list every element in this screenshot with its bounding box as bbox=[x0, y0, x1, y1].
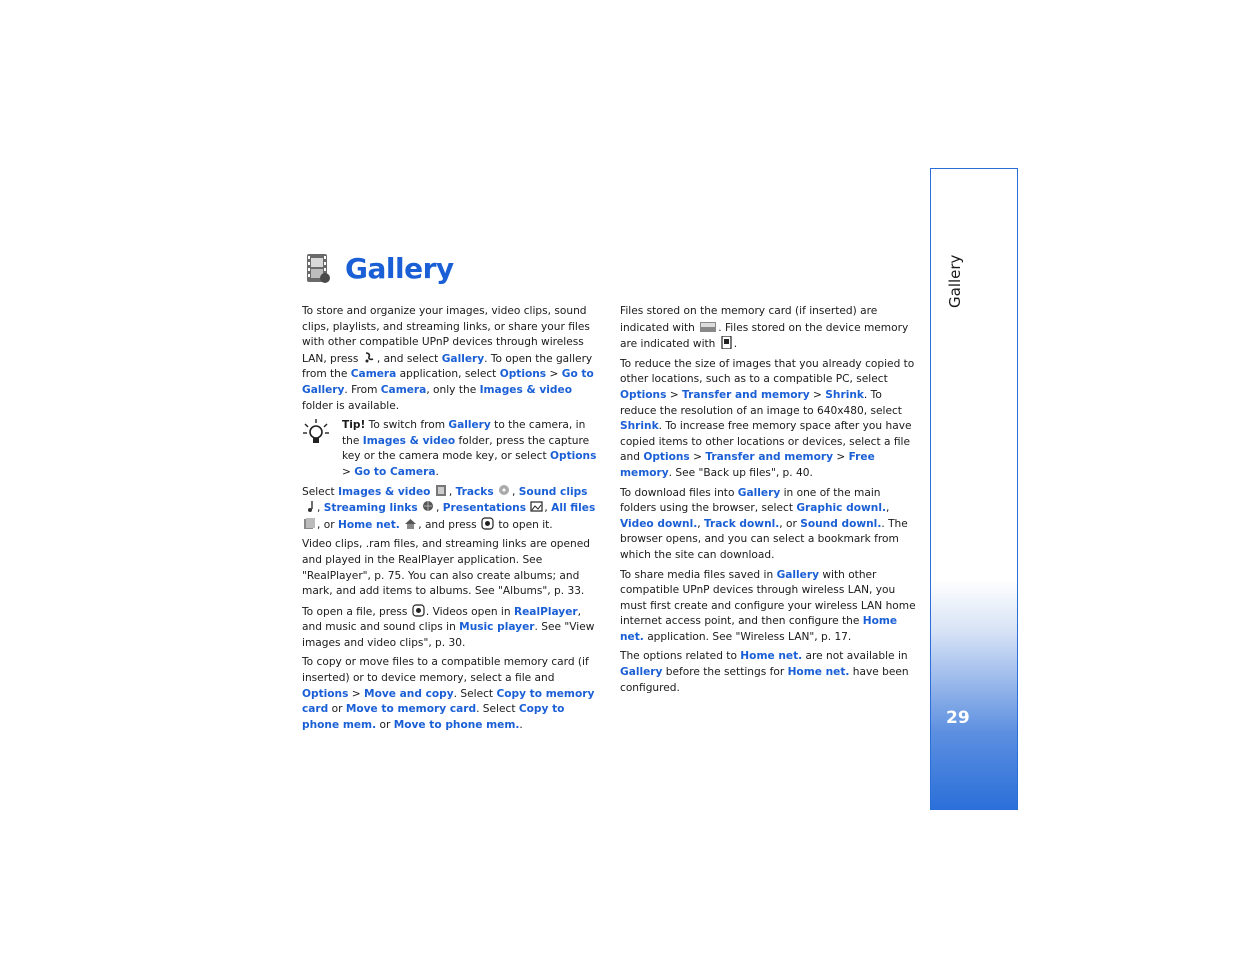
all-files-icon bbox=[303, 517, 316, 530]
left-column bbox=[302, 304, 602, 737]
title-block bbox=[303, 250, 454, 286]
realplayer-paragraph: Video clips, .ram files, and streaming links are opened and played in the RealPlayer application. See "RealPlayer", p. 75. You can also create albums; and mark, and add items to albums. See "Albums", p. 33. bbox=[302, 538, 591, 598]
device-memory-icon bbox=[720, 336, 733, 349]
intro-paragraph: To store and organize your images, video clips, sound clips, playlists, and streaming links, or share your files with other compatible UPnP devices through wireless LAN, press , and select Gallery. To open the gallery from the Camera application, select Options > Go to Gallery. From Camera, only the Images & video folder is available. bbox=[302, 305, 594, 412]
shrink-paragraph: To reduce the size of images that you already copied to other locations, such as to a compatible PC, select Options > Transfer and memory > Shrink. To reduce the resolution of an image to 640x480, select Shrink. To increase free memory space after you have copied items to other locations or devices, select a file and Options > Transfer and memory > Free memory. See "Back up files", p. 40. bbox=[620, 357, 915, 479]
presentations-icon bbox=[530, 500, 543, 513]
gallery-film-icon bbox=[303, 250, 333, 286]
home-net-options-paragraph: The options related to Home net. are not available in Gallery before the settings for Home net. have been configured. bbox=[620, 650, 909, 694]
share-paragraph: To share media files saved in Gallery with other compatible UPnP devices through wireless LAN, you must first create and configure your wireless LAN home internet access point, and then configure the Home net. application. See "Wireless LAN", p. 17. bbox=[620, 568, 916, 643]
folders-paragraph: Select Images & video , Tracks , Sound clips , Streaming links , Presentations , All files , or Home net. , and press to open it. bbox=[302, 485, 596, 531]
open-file-paragraph: To open a file, press . Videos open in RealPlayer, and music and sound clips in Music player. See "View images and video clips", p. 30. bbox=[302, 605, 595, 649]
streaming-links-icon bbox=[422, 500, 435, 513]
memory-card-icon bbox=[699, 320, 717, 333]
page-title: Gallery bbox=[345, 251, 454, 285]
page-number: 29 bbox=[946, 708, 970, 728]
images-video-icon bbox=[435, 484, 448, 497]
menu-key-icon bbox=[363, 351, 376, 364]
sidebar-chapter-label: Gallery bbox=[946, 254, 964, 308]
memory-indicator-paragraph: Files stored on the memory card (if inserted) are indicated with . Files stored on the device memory are indicated with . bbox=[620, 305, 909, 351]
tracks-icon bbox=[498, 484, 511, 497]
joystick-key-icon bbox=[481, 517, 494, 530]
home-net-icon bbox=[404, 517, 417, 530]
right-column bbox=[620, 304, 920, 700]
chapter-sidebar bbox=[930, 168, 1018, 810]
sound-clips-icon bbox=[303, 500, 316, 513]
tip-box bbox=[302, 418, 602, 480]
copy-move-paragraph: To copy or move files to a compatible memory card (if inserted) or to device memory, select a file and Options > Move and copy. Select Copy to memory card or Move to memory card. Select Copy to phone mem. or Move to phone mem.. bbox=[302, 656, 595, 731]
tip-bulb-icon bbox=[302, 418, 330, 446]
tip-text: Tip! To switch from Gallery to the camera, in the Images & video folder, press the capture key or the camera mode key, or select Options > Go to Camera. bbox=[342, 419, 597, 478]
download-paragraph: To download files into Gallery in one of the main folders using the browser, select Graphic downl., Video downl., Track downl., or Sound downl.. The browser opens, and you can select a bookmark from which the site can download. bbox=[620, 486, 908, 561]
joystick-key-icon bbox=[412, 604, 425, 617]
